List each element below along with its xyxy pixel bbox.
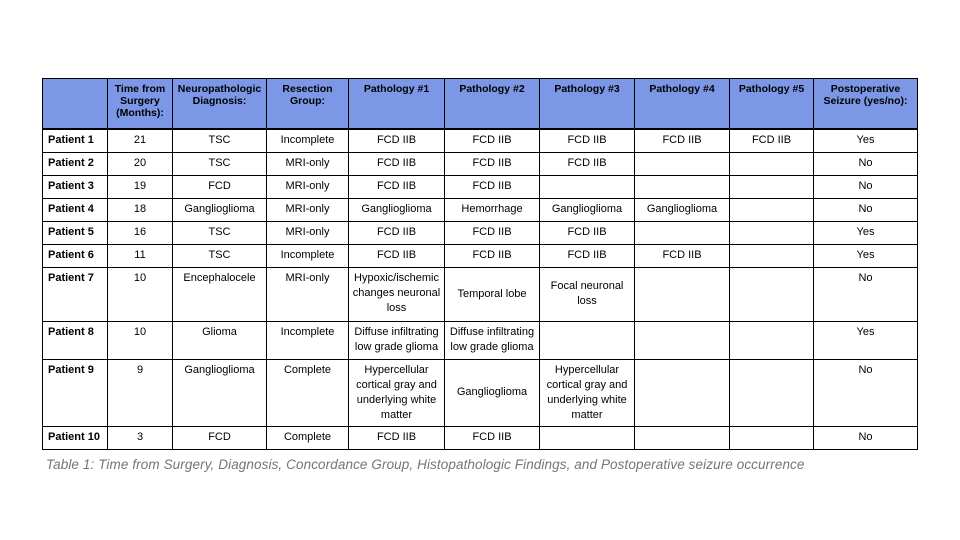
patient-label: Patient 5 <box>43 221 108 244</box>
table-row <box>43 221 918 244</box>
cell: MRI-only <box>267 198 349 221</box>
cell <box>635 426 730 449</box>
cell: MRI-only <box>267 175 349 198</box>
cell: Diffuse infiltrating low grade glioma <box>445 321 540 359</box>
cell: Yes <box>814 244 918 267</box>
cell: Hypercellular cortical gray and underlying white matter <box>349 359 445 426</box>
cell <box>635 267 730 321</box>
cell: FCD IIB <box>349 426 445 449</box>
table-row <box>43 359 918 426</box>
table-header-row <box>43 79 918 130</box>
cell: No <box>814 175 918 198</box>
column-header: Pathology #2 <box>445 79 540 130</box>
cell: 11 <box>108 244 173 267</box>
table-body <box>43 129 918 449</box>
cell: FCD <box>173 175 267 198</box>
cell: FCD <box>173 426 267 449</box>
table-row <box>43 426 918 449</box>
cell: Yes <box>814 129 918 152</box>
cell: FCD IIB <box>349 244 445 267</box>
cell: MRI-only <box>267 152 349 175</box>
cell: Incomplete <box>267 321 349 359</box>
cell: FCD IIB <box>349 152 445 175</box>
cell: No <box>814 267 918 321</box>
column-header: Postoperative Seizure (yes/no): <box>814 79 918 130</box>
cell: 9 <box>108 359 173 426</box>
cell: 21 <box>108 129 173 152</box>
column-header: Neuropathologic Diagnosis: <box>173 79 267 130</box>
cell: FCD IIB <box>635 129 730 152</box>
patient-label: Patient 6 <box>43 244 108 267</box>
cell: 16 <box>108 221 173 244</box>
cell: FCD IIB <box>445 175 540 198</box>
cell: Hypercellular cortical gray and underlying white matter <box>540 359 635 426</box>
cell: FCD IIB <box>540 221 635 244</box>
cell <box>635 321 730 359</box>
cell: FCD IIB <box>635 244 730 267</box>
cell: Ganglioglioma <box>445 359 540 426</box>
patient-label: Patient 4 <box>43 198 108 221</box>
cell: FCD IIB <box>349 129 445 152</box>
cell <box>540 426 635 449</box>
cell: Temporal lobe <box>445 267 540 321</box>
column-header <box>43 79 108 130</box>
cell: Ganglioglioma <box>635 198 730 221</box>
table-row <box>43 267 918 321</box>
table-row <box>43 198 918 221</box>
table-row <box>43 244 918 267</box>
column-header: Pathology #1 <box>349 79 445 130</box>
patients-table <box>42 78 918 450</box>
cell <box>730 175 814 198</box>
cell: FCD IIB <box>445 244 540 267</box>
cell: Incomplete <box>267 129 349 152</box>
column-header: Pathology #3 <box>540 79 635 130</box>
cell: TSC <box>173 152 267 175</box>
cell: FCD IIB <box>540 244 635 267</box>
cell <box>540 175 635 198</box>
cell: Ganglioglioma <box>349 198 445 221</box>
cell: Incomplete <box>267 244 349 267</box>
cell: FCD IIB <box>540 129 635 152</box>
cell <box>635 221 730 244</box>
patient-label: Patient 1 <box>43 129 108 152</box>
cell: FCD IIB <box>445 426 540 449</box>
table-row <box>43 175 918 198</box>
cell: FCD IIB <box>445 129 540 152</box>
patient-label: Patient 10 <box>43 426 108 449</box>
cell <box>730 198 814 221</box>
cell: Glioma <box>173 321 267 359</box>
cell: No <box>814 359 918 426</box>
column-header: Pathology #4 <box>635 79 730 130</box>
cell: FCD IIB <box>445 152 540 175</box>
cell: Diffuse infiltrating low grade glioma <box>349 321 445 359</box>
cell: Yes <box>814 221 918 244</box>
table-row <box>43 321 918 359</box>
cell: Ganglioglioma <box>540 198 635 221</box>
cell: 20 <box>108 152 173 175</box>
cell: Hypoxic/ischemic changes neuronal loss <box>349 267 445 321</box>
patient-label: Patient 8 <box>43 321 108 359</box>
cell <box>540 321 635 359</box>
cell <box>730 321 814 359</box>
cell: TSC <box>173 221 267 244</box>
cell: Focal neuronal loss <box>540 267 635 321</box>
cell: TSC <box>173 129 267 152</box>
patient-label: Patient 7 <box>43 267 108 321</box>
cell <box>635 359 730 426</box>
cell: Yes <box>814 321 918 359</box>
table-row <box>43 129 918 152</box>
cell: Complete <box>267 359 349 426</box>
cell <box>635 152 730 175</box>
column-header: Resection Group: <box>267 79 349 130</box>
cell: Complete <box>267 426 349 449</box>
cell: FCD IIB <box>445 221 540 244</box>
cell <box>730 359 814 426</box>
cell <box>730 221 814 244</box>
cell: Ganglioglioma <box>173 198 267 221</box>
cell: TSC <box>173 244 267 267</box>
cell: FCD IIB <box>540 152 635 175</box>
column-header: Pathology #5 <box>730 79 814 130</box>
cell <box>730 244 814 267</box>
patient-label: Patient 2 <box>43 152 108 175</box>
cell: No <box>814 426 918 449</box>
cell: 10 <box>108 267 173 321</box>
cell: Hemorrhage <box>445 198 540 221</box>
cell: FCD IIB <box>349 221 445 244</box>
cell: 18 <box>108 198 173 221</box>
cell: 3 <box>108 426 173 449</box>
header-row <box>43 79 918 130</box>
cell: Encephalocele <box>173 267 267 321</box>
cell: Ganglioglioma <box>173 359 267 426</box>
patient-label: Patient 9 <box>43 359 108 426</box>
patient-label: Patient 3 <box>43 175 108 198</box>
cell: FCD IIB <box>730 129 814 152</box>
cell <box>730 267 814 321</box>
cell: 10 <box>108 321 173 359</box>
patients-table-container <box>42 78 918 450</box>
cell: No <box>814 152 918 175</box>
cell: No <box>814 198 918 221</box>
cell: MRI-only <box>267 221 349 244</box>
cell: MRI-only <box>267 267 349 321</box>
table-caption: Table 1: Time from Surgery, Diagnosis, Concordance Group, Histopathologic Findings, and Postoperative seizure occurrence <box>46 457 805 472</box>
column-header: Time from Surgery (Months): <box>108 79 173 130</box>
cell <box>635 175 730 198</box>
cell <box>730 152 814 175</box>
cell: 19 <box>108 175 173 198</box>
cell <box>730 426 814 449</box>
cell: FCD IIB <box>349 175 445 198</box>
table-row <box>43 152 918 175</box>
